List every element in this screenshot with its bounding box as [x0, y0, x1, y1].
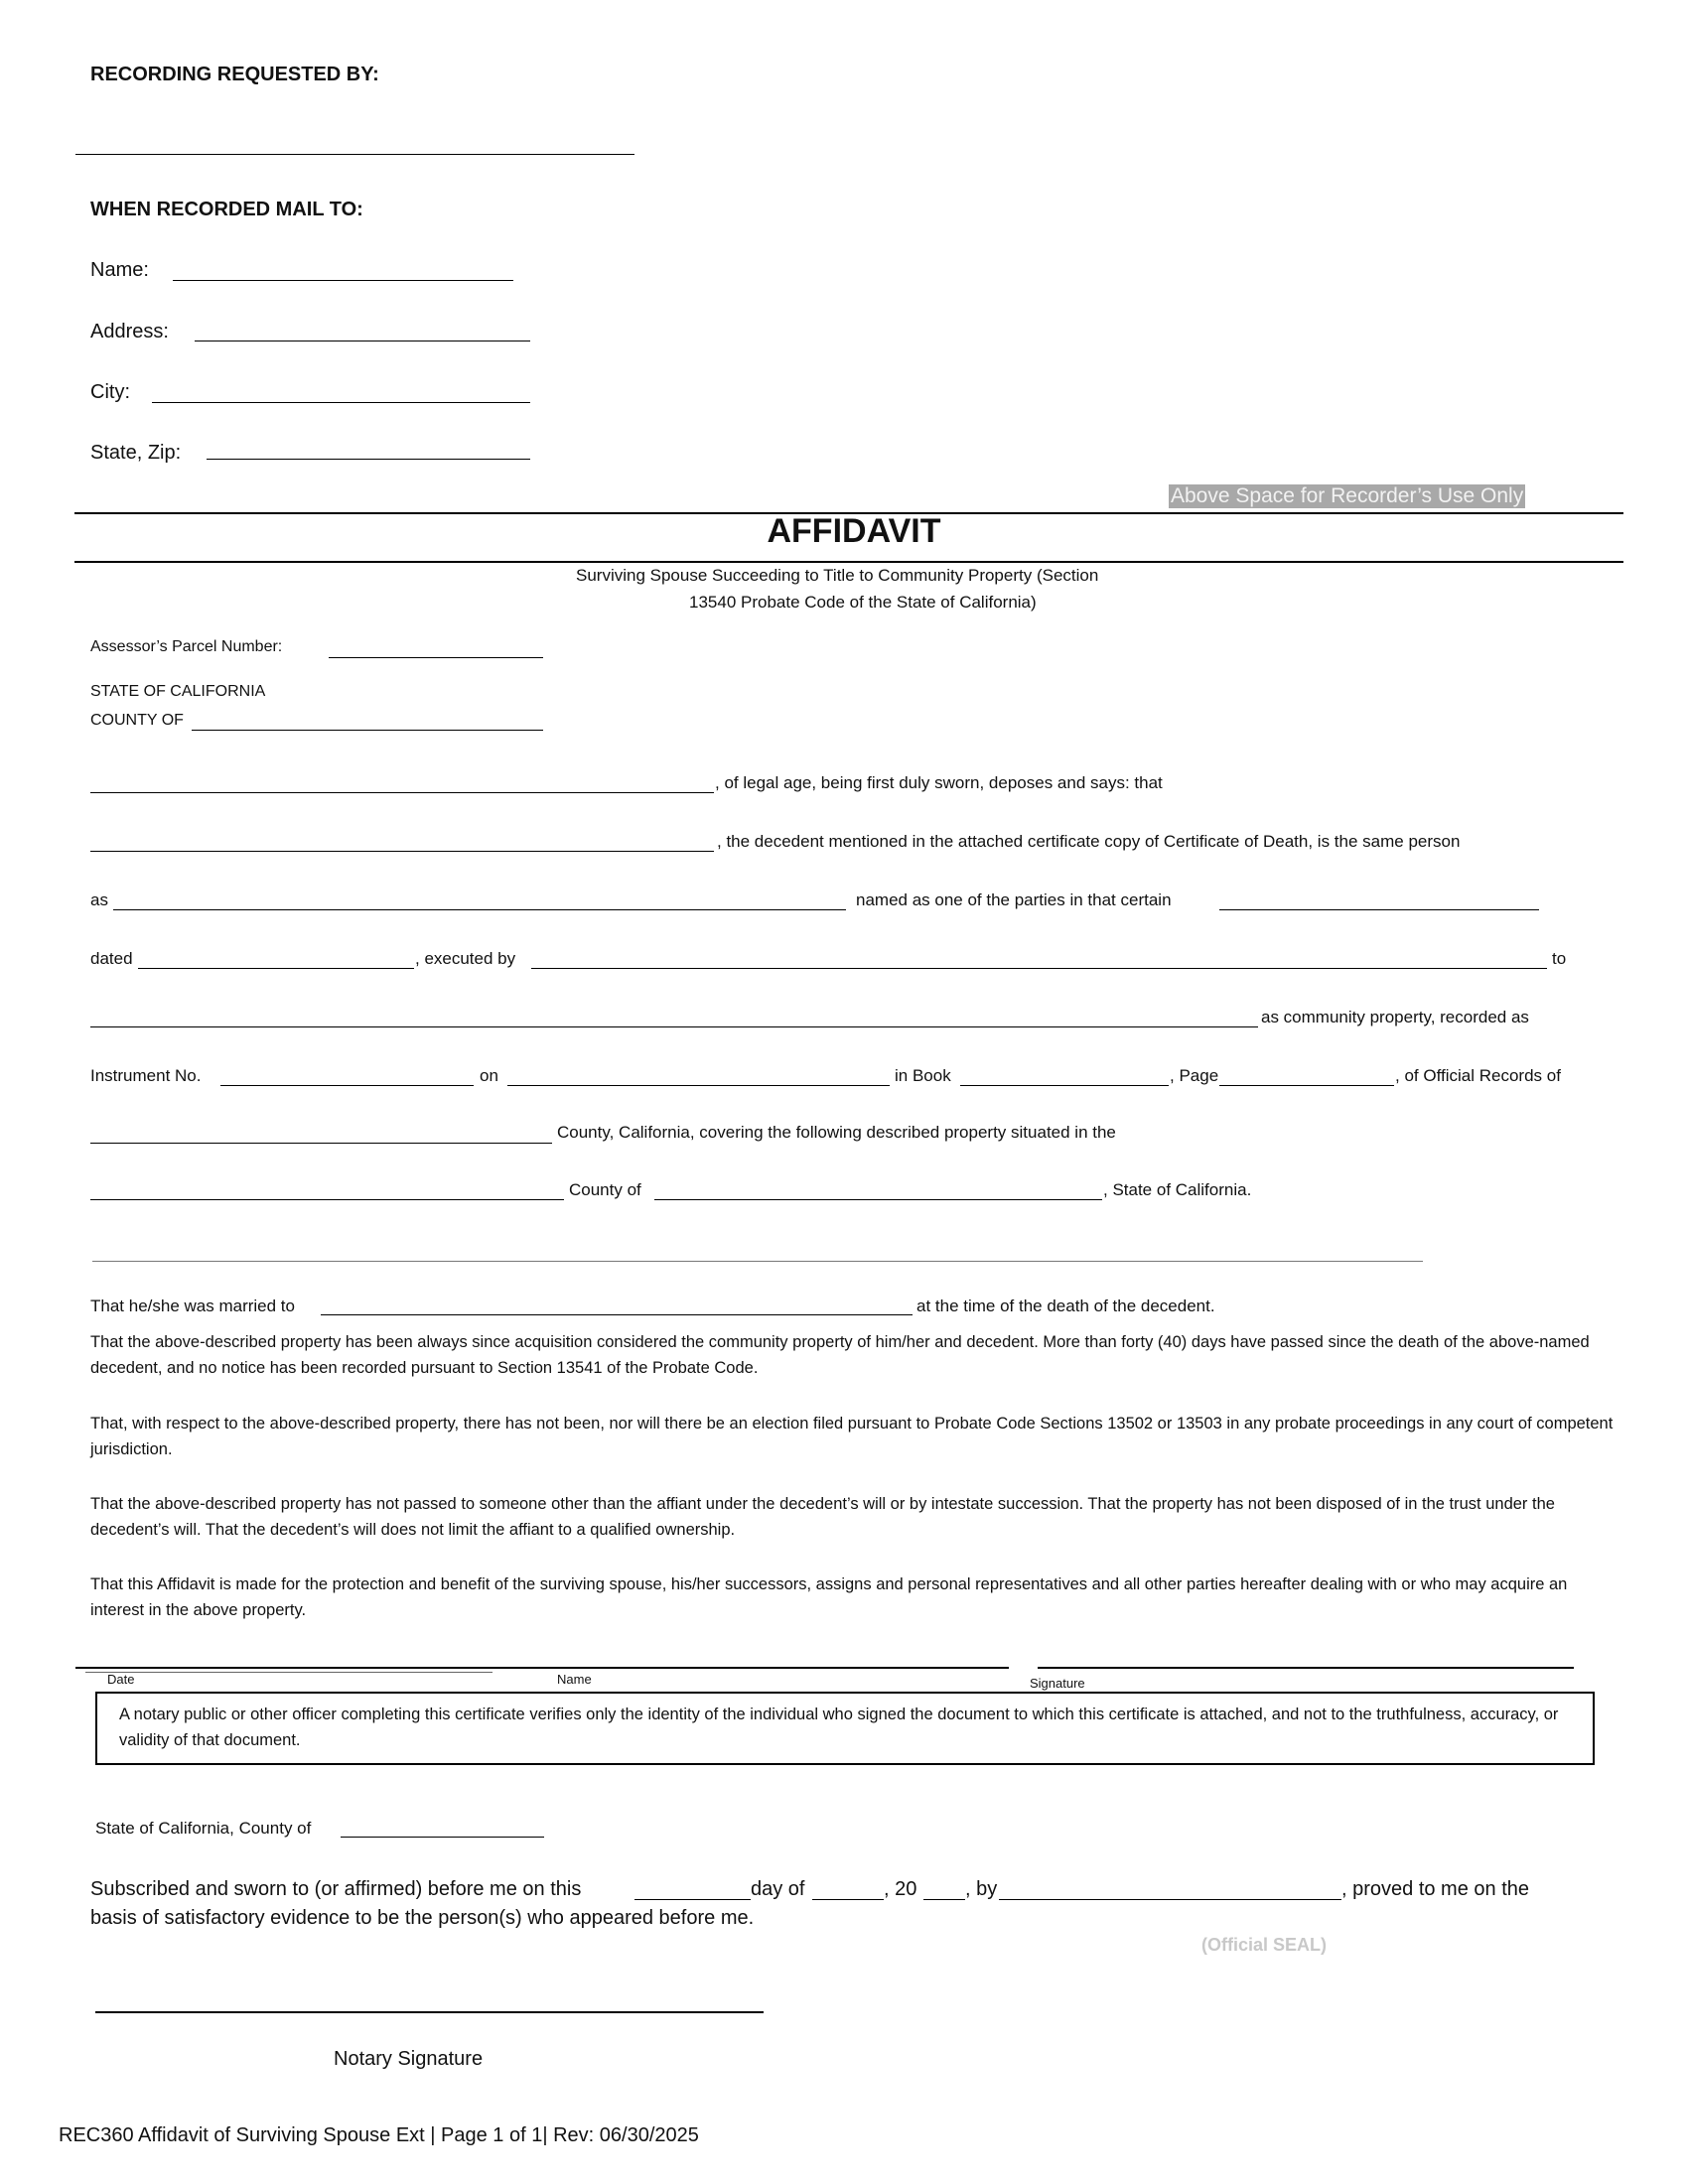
name-label: Name:: [90, 259, 149, 281]
document-title: AFFIDAVIT: [767, 512, 941, 550]
line-6-instrument: Instrument No.: [90, 1066, 202, 1085]
notary-signature-label: Notary Signature: [334, 2048, 484, 2070]
address-label: Address:: [90, 321, 169, 342]
sworn-year-field[interactable]: [923, 1899, 965, 1900]
statement-not-passed: That the above-described property has not passed to someone other than the affiant under the decedent’s will or by intestate succession. That the property has not been disposed of in the trust under the decedent’s will. That the decedent’s will does not limit the affiant to a qualified ownership.: [90, 1495, 1555, 1539]
name-field[interactable]: [173, 280, 513, 281]
by-text: , by: [965, 1878, 998, 1900]
statement-no-election: That, with respect to the above-described property, there has not been, nor will there be an election filed pursuant to Probate Code Sections 13502 or 13503 in any probate proceedings in any court of competent jurisdiction.: [90, 1415, 1614, 1458]
married-prefix: That he/she was married to: [90, 1297, 295, 1315]
line-6-on: on: [480, 1066, 498, 1085]
property-location-field[interactable]: [90, 1199, 564, 1200]
statement-community-property: That the above-described property has been always since acquisition considered the community property of him/her and decedent. More than forty (40) days have passed since the death of the above-named decedent, and no notice has been recorded pursuant to Section 13541 of the Probate Code.: [90, 1333, 1590, 1377]
grantee-field[interactable]: [90, 1026, 1258, 1027]
date-caption: Date: [107, 1672, 135, 1687]
proved-text: , proved to me on the: [1341, 1878, 1530, 1900]
line-7-text: County, California, covering the following described property situated in the: [557, 1123, 1116, 1142]
party-name-field[interactable]: [113, 909, 846, 910]
married-suffix: at the time of the death of the decedent.: [916, 1297, 1215, 1315]
executed-by-field[interactable]: [531, 968, 1547, 969]
notary-notice-text: A notary public or other officer completing this certificate verifies only the identity of the individual who signed the document to which this certificate is attached, and not to the truthfulness, accuracy, or validity of that document.: [119, 1706, 1559, 1749]
line-6-page: , Page: [1170, 1066, 1219, 1085]
state-zip-field[interactable]: [207, 459, 530, 460]
recorder-use-note: Above Space for Recorder’s Use Only: [1171, 484, 1524, 507]
page-field[interactable]: [1219, 1085, 1394, 1086]
notary-state-county: State of California, County of: [95, 1819, 312, 1838]
official-seal-placeholder: (Official SEAL): [1201, 1935, 1328, 1955]
subscribed-line-2: basis of satisfactory evidence to be the person(s) who appeared before me.: [90, 1907, 755, 1929]
line-2-text: , the decedent mentioned in the attached certificate copy of Certificate of Death, is the same person: [717, 832, 1461, 851]
recording-county-field[interactable]: [90, 1143, 552, 1144]
line-8-county: County of: [569, 1180, 641, 1199]
date-divider: [85, 1672, 492, 1673]
sworn-month-field[interactable]: [812, 1899, 884, 1900]
subscribed-text: Subscribed and sworn to (or affirmed) before me on this: [90, 1878, 582, 1900]
title-bottom-rule: [74, 561, 1623, 563]
line-6-records: , of Official Records of: [1395, 1066, 1561, 1085]
notary-notice-box: [95, 1692, 1595, 1765]
apn-label: Assessor’s Parcel Number:: [90, 638, 283, 655]
line-4-dated: dated: [90, 949, 133, 968]
subtitle-line-1: Surviving Spouse Succeeding to Title to Community Property (Section: [576, 566, 1099, 585]
line-4-to: to: [1552, 949, 1567, 968]
spouse-name-field[interactable]: [321, 1314, 913, 1315]
instrument-no-field[interactable]: [220, 1085, 474, 1086]
line-8-state: , State of California.: [1103, 1180, 1252, 1199]
sworn-date-field[interactable]: [634, 1899, 751, 1900]
sworn-by-field[interactable]: [999, 1899, 1341, 1900]
affiant-name-field[interactable]: [90, 792, 714, 793]
recording-requested-by-label: RECORDING REQUESTED BY:: [90, 64, 379, 85]
line-3-as: as: [90, 890, 108, 909]
name-caption: Name: [557, 1672, 592, 1687]
city-label: City:: [90, 381, 130, 403]
recorded-on-field[interactable]: [507, 1085, 890, 1086]
statement-protection: That this Affidavit is made for the protection and benefit of the surviving spouse, his/her successors, assigns and personal representatives and all other parties hereafter dealing with or who may acquire an interest in the above property.: [90, 1575, 1568, 1619]
book-field[interactable]: [960, 1085, 1169, 1086]
date-name-signature-line[interactable]: [75, 1667, 1009, 1669]
when-recorded-mail-to-label: WHEN RECORDED MAIL TO:: [90, 199, 363, 220]
line-4-executed: , executed by: [415, 949, 516, 968]
city-field[interactable]: [152, 402, 530, 403]
county-of-field[interactable]: [192, 730, 543, 731]
line-3-named: named as one of the parties in that certain: [856, 890, 1172, 909]
day-of-text: day of: [751, 1878, 805, 1900]
state-of-california: STATE OF CALIFORNIA: [90, 683, 266, 700]
signature-caption: Signature: [1030, 1676, 1085, 1691]
year-prefix-text: , 20: [884, 1878, 917, 1900]
subtitle-line-2: 13540 Probate Code of the State of California): [689, 593, 1037, 612]
state-zip-label: State, Zip:: [90, 442, 182, 464]
instrument-type-field[interactable]: [1219, 909, 1539, 910]
property-county-field[interactable]: [654, 1199, 1102, 1200]
signature-line[interactable]: [1038, 1667, 1574, 1669]
line-6-book: in Book: [895, 1066, 951, 1085]
notary-signature-line[interactable]: [95, 2011, 764, 2013]
notary-county-field[interactable]: [341, 1837, 544, 1838]
decedent-name-field[interactable]: [90, 851, 714, 852]
legal-description-line[interactable]: [92, 1261, 1423, 1262]
county-of-label: COUNTY OF: [90, 712, 184, 729]
dated-field[interactable]: [138, 968, 414, 969]
recording-requested-by-field[interactable]: [75, 154, 634, 155]
line-1-text: , of legal age, being first duly sworn, deposes and says: that: [715, 773, 1163, 792]
footer-revision: REC360 Affidavit of Surviving Spouse Ext | Page 1 of 1| Rev: 06/30/2025: [59, 2124, 699, 2146]
apn-field[interactable]: [329, 657, 543, 658]
line-5-text: as community property, recorded as: [1261, 1008, 1529, 1026]
